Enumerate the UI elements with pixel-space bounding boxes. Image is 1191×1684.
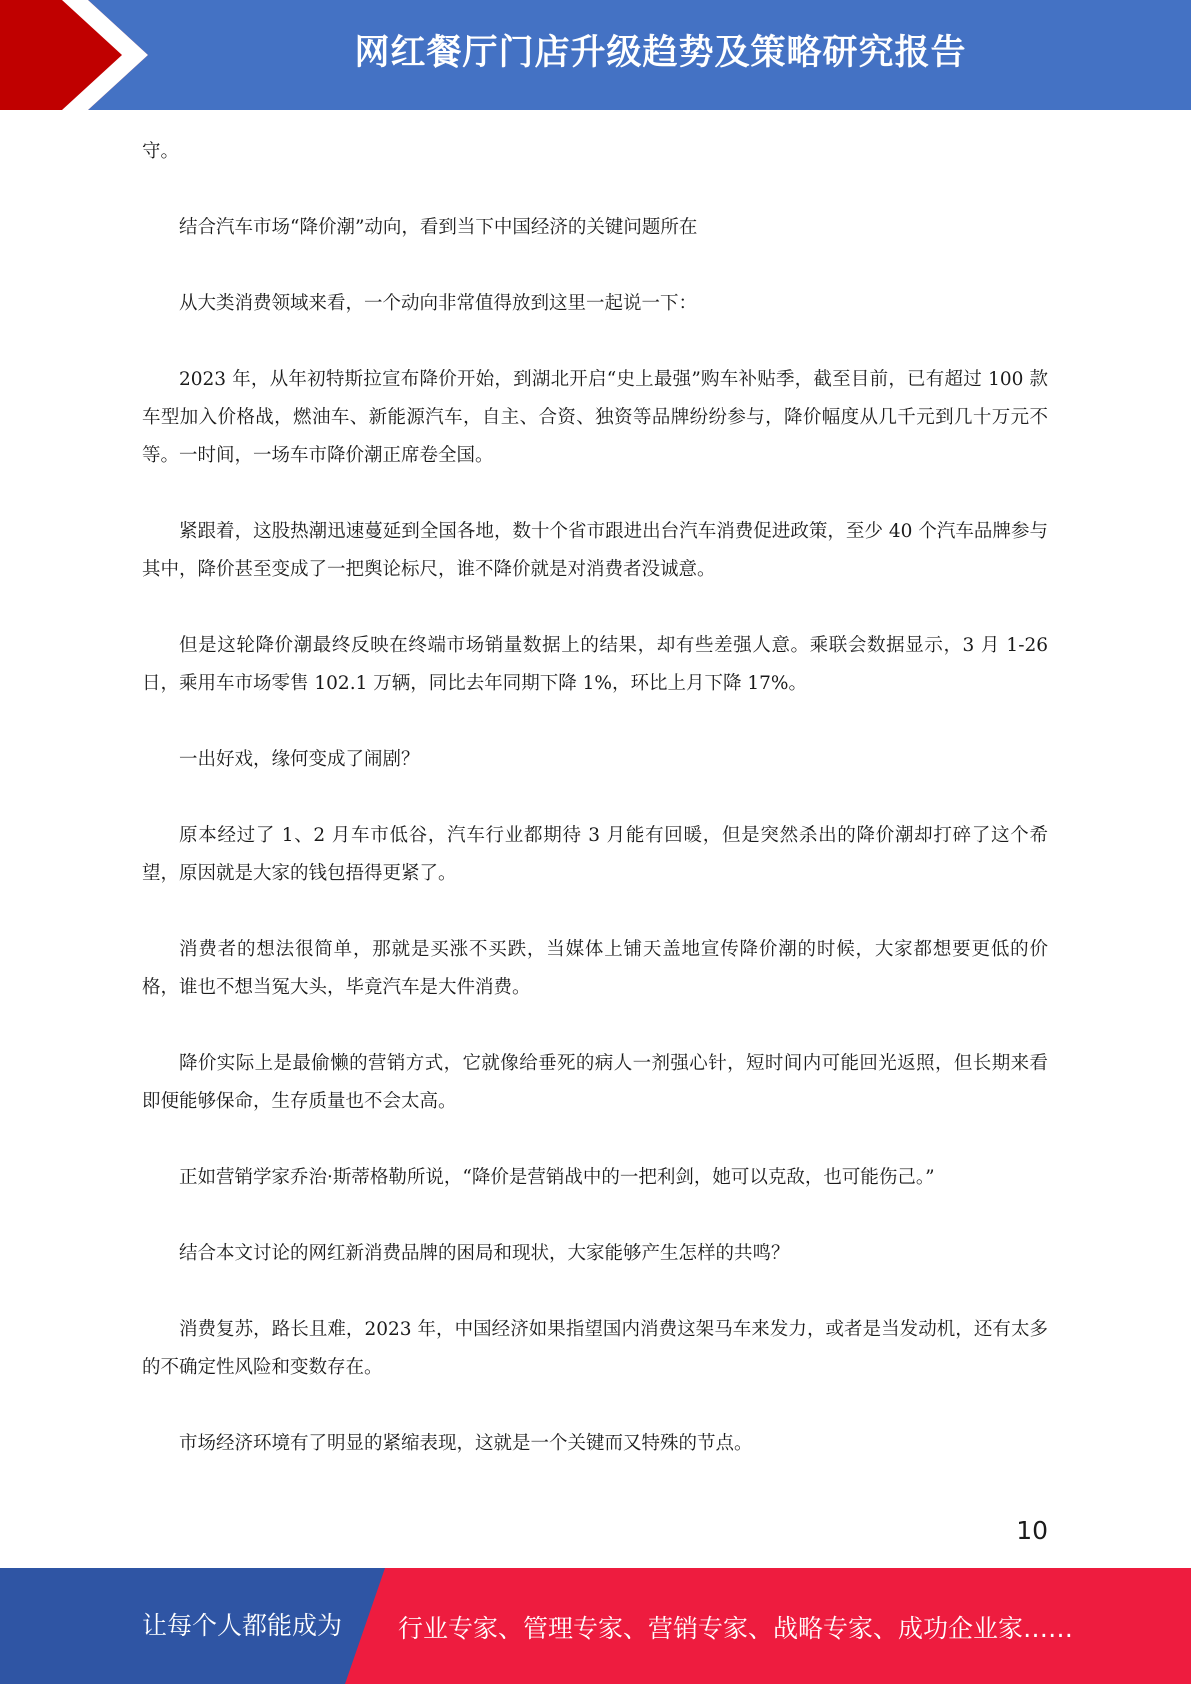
paragraph: 但是这轮降价潮最终反映在终端市场销量数据上的结果，却有些差强人意。乘联会数据显示，3 月 1-26 日，乘用车市场零售 102.1 万辆，同比去年同期下降 1%，环比上月下降 17%。 (142, 635, 1048, 694)
paragraph: 市场经济环境有了明显的紧缩表现，这就是一个关键而又特殊的节点。 (179, 1433, 753, 1454)
footer-slogan-right: 行业专家、管理专家、营销专家、战略专家、成功企业家…… (398, 1614, 1074, 1643)
paragraph: 原本经过了 1、2 月车市低谷，汽车行业都期待 3 月能有回暖，但是突然杀出的降价潮却打碎了这个希望，原因就是大家的钱包捂得更紧了。 (142, 825, 1048, 884)
paragraph: 守。 (142, 141, 180, 162)
paragraph: 从大类消费领域来看，一个动向非常值得放到这里一起说一下： (179, 293, 698, 314)
paragraph: 一出好戏，缘何变成了闹剧？ (179, 749, 420, 770)
page-number: 10 (1016, 1516, 1048, 1545)
paragraph: 结合本文讨论的网红新消费品牌的困局和现状，大家能够产生怎样的共鸣？ (179, 1243, 790, 1264)
paragraph: 2023 年，从年初特斯拉宣布降价开始，到湖北开启“史上最强”购车补贴季，截至目前，已有超过 100 款车型加入价格战，燃油车、新能源汽车，自主、合资、独资等品牌纷纷参与，降价幅度从几千元到几十万元不等。一时间，一场车市降价潮正席卷全国。 (142, 369, 1048, 466)
paragraph: 正如营销学家乔治·斯蒂格勒所说，“降价是营销战中的一把利剑，她可以克敌，也可能伤己。” (179, 1167, 935, 1188)
paragraph: 结合汽车市场“降价潮”动向，看到当下中国经济的关键问题所在 (179, 217, 698, 238)
page-footer (0, 1568, 1191, 1684)
report-title: 网红餐厅门店升级趋势及策略研究报告 (354, 33, 967, 73)
paragraph: 消费者的想法很简单，那就是买涨不买跌，当媒体上铺天盖地宣传降价潮的时候，大家都想要更低的价格，谁也不想当冤大头，毕竟汽车是大件消费。 (142, 939, 1048, 998)
paragraph: 消费复苏，路长且难，2023 年，中国经济如果指望国内消费这架马车来发力，或者是当发动机，还有太多的不确定性风险和变数存在。 (142, 1319, 1048, 1378)
page-header (0, 0, 1191, 110)
paragraph: 降价实际上是最偷懒的营销方式，它就像给垂死的病人一剂强心针，短时间内可能回光返照，但长期来看即便能够保命，生存质量也不会太高。 (142, 1053, 1048, 1112)
paragraph: 紧跟着，这股热潮迅速蔓延到全国各地，数十个省市跟进出台汽车消费促进政策，至少 40 个汽车品牌参与其中，降价甚至变成了一把舆论标尺，谁不降价就是对消费者没诚意。 (142, 521, 1048, 580)
article-body (142, 133, 1048, 1501)
footer-slogan-left: 让每个人都能成为 (142, 1611, 343, 1640)
